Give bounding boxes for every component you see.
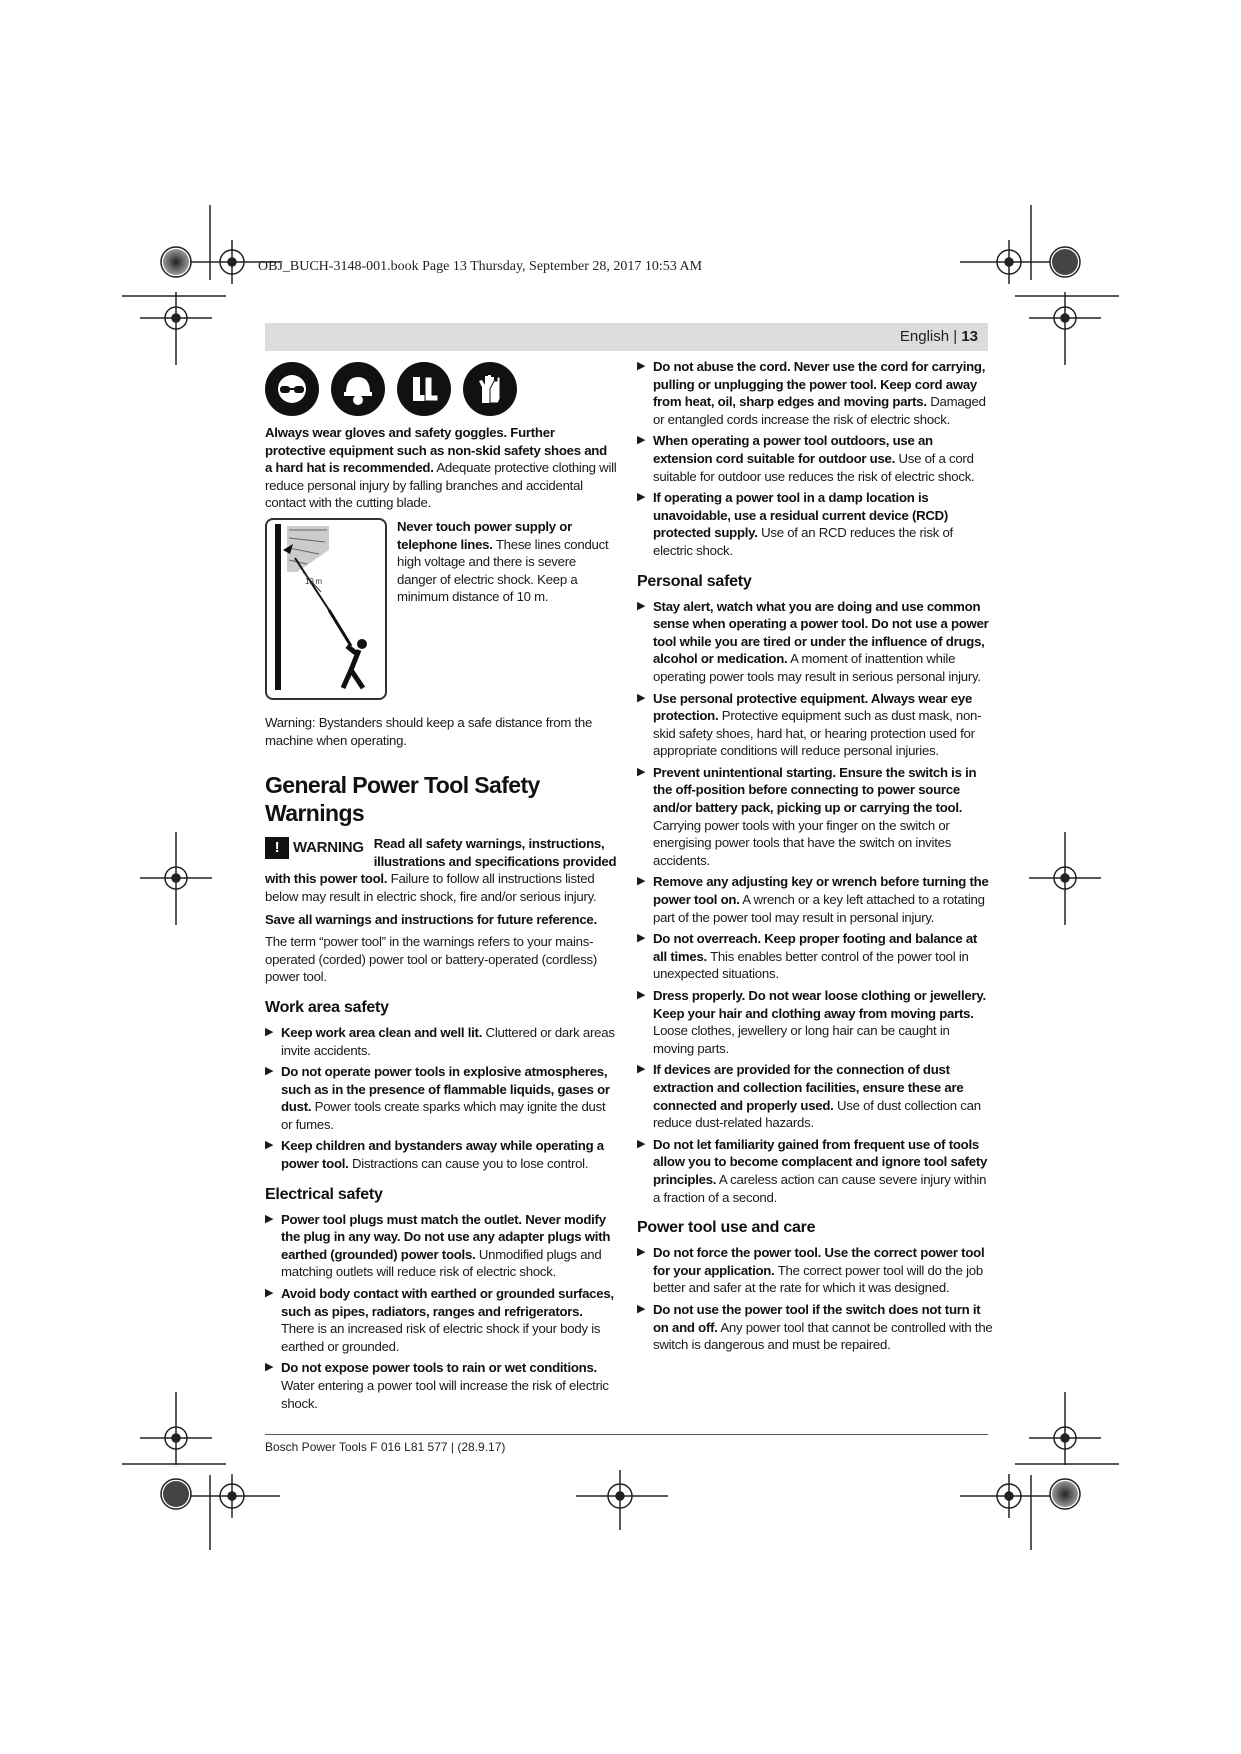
list-item: [637, 489, 993, 559]
item-text: Power tools create sparks which may ignite the dust or fumes.: [281, 1099, 606, 1132]
section-heading-personal: Personal safety: [637, 572, 752, 590]
bystanders-note: Warning: Bystanders should keep a safe distance from the machine when operating.: [265, 714, 593, 748]
list-item: [637, 358, 993, 428]
section-heading-work-area: Work area safety: [265, 998, 389, 1016]
bullet-arrow-icon: ▶: [265, 1212, 274, 1225]
bullet-arrow-icon: ▶: [637, 360, 646, 372]
bullet-arrow-icon: ▶: [637, 434, 646, 447]
cord-list: [637, 358, 993, 560]
item-bold: Do not overreach. Keep proper footing and balance at all times.: [653, 931, 978, 964]
list-item: [265, 1285, 617, 1355]
page-header-label: [900, 328, 978, 345]
item-text: Carrying power tools with your finger on the switch or energising power tools that have the switch on invites accidents.: [653, 817, 952, 868]
bullet-arrow-icon: ▶: [265, 1139, 274, 1152]
bullet-arrow-icon: ▶: [637, 1302, 646, 1315]
bullet-arrow-icon: ▶: [637, 691, 646, 704]
footer-rule: [265, 1434, 988, 1435]
gloves-icon: [463, 362, 517, 416]
item-text: Water entering a power tool will increase the risk of electric shock.: [281, 1378, 609, 1411]
warning-paragraph: [265, 835, 617, 905]
item-bold: Do not abuse the cord. Never use the cord for carrying, pulling or unplugging the power tool. Keep cord away from heat, oil, sharp edges and moving parts.: [653, 359, 986, 410]
item-bold: If operating a power tool in a damp location is unavoidable, use a residual current device (RCD) protected supply.: [653, 490, 949, 541]
item-text: Distractions can cause you to lose control.: [348, 1156, 589, 1172]
warning-triangle-icon: !: [265, 837, 289, 859]
list-item: [637, 1136, 993, 1206]
distance-label: 10 m: [305, 576, 322, 586]
item-bold: Do not let familiarity gained from frequent use of tools allow you to become complacent and ignore tool safety principles.: [653, 1136, 988, 1187]
list-item: [637, 764, 993, 870]
section-heading-electrical: Electrical safety: [265, 1185, 383, 1203]
warning-badge-label: WARNING: [293, 839, 364, 857]
list-item: [265, 1137, 617, 1172]
hard-hat-icon: [331, 362, 385, 416]
item-bold: Use personal protective equipment. Always wear eye protection.: [653, 690, 973, 724]
left-column: [265, 362, 617, 1416]
page-header-bar: [265, 323, 988, 351]
footer: Bosch Power Tools F 016 L81 577 | (28.9.17): [265, 1440, 506, 1454]
item-text: There is an increased risk of electric shock if your body is earthed or grounded.: [281, 1321, 601, 1354]
page-number: 13: [961, 328, 978, 345]
item-bold: Remove any adjusting key or wrench before turning the power tool on.: [653, 874, 989, 908]
section-heading-general: General Power Tool Safety Warnings: [265, 772, 540, 827]
ppe-icons: [265, 362, 617, 416]
bullet-arrow-icon: ▶: [637, 1246, 646, 1259]
book-info-line: OBJ_BUCH-3148-001.book Page 13 Thursday, September 28, 2017 10:53 AM: [258, 259, 703, 274]
item-bold: Prevent unintentional starting. Ensure the switch is in the off-position before connecting to power source and/or battery pack, picking up or carrying the tool.: [653, 764, 977, 816]
list-item: [265, 1024, 617, 1059]
list-item: [637, 873, 993, 926]
term-definition: The term “power tool” in the warnings refers to your mains-operated (corded) power tool or battery-operated (cordless) power tool.: [265, 934, 597, 985]
power-lines-text: These lines conduct high voltage and there is severe danger of electric shock. Keep a minimum distance of 10 m.: [397, 536, 609, 605]
item-text: Unmodified plugs and matching outlets will reduce risk of electric shock.: [281, 1246, 602, 1280]
item-text: Any power tool that cannot be controlled with the switch is dangerous and must be repaired.: [653, 1319, 993, 1353]
item-bold: If devices are provided for the connection of dust extraction and collection facilities, ensure these are connected and properly used.: [653, 1062, 964, 1113]
bullet-arrow-icon: ▶: [637, 491, 646, 504]
item-text: Use of a cord suitable for outdoor use reduces the risk of electric shock.: [653, 450, 975, 484]
item-bold: Do not operate power tools in explosive atmospheres, such as in the presence of flammable liquids, gases or dust.: [281, 1064, 610, 1115]
item-text: This enables better control of the power tool in unexpected situations.: [653, 948, 969, 982]
item-text: The correct power tool will do the job better and safer at the rate for which it was designed.: [653, 1262, 983, 1296]
bullet-arrow-icon: ▶: [637, 599, 646, 612]
safety-goggles-icon: [265, 362, 319, 416]
power-lines-block: [265, 518, 617, 700]
bullet-arrow-icon: ▶: [265, 1025, 274, 1038]
intro-text: Adequate protective clothing will reduce personal injury by falling branches and accidental contact with the cutting blade.: [265, 460, 617, 511]
item-text: Damaged or entangled cords increase the risk of electric shock.: [653, 394, 986, 427]
item-bold: Dress properly. Do not wear loose clothing or jewellery. Keep your hair and clothing away from moving parts.: [653, 988, 986, 1021]
list-item: [637, 987, 993, 1057]
header-separator: |: [949, 328, 962, 345]
list-item: [265, 1359, 617, 1412]
bullet-arrow-icon: ▶: [265, 1287, 274, 1300]
item-bold: Keep children and bystanders away while operating a power tool.: [281, 1138, 604, 1172]
power-lines-paragraph: [397, 518, 617, 700]
bullet-arrow-icon: ▶: [265, 1361, 274, 1374]
electrical-list: [265, 1211, 617, 1413]
warning-badge: [265, 837, 364, 859]
item-text: A wrench or a key left attached to a rotating part of the power tool may result in personal injury.: [653, 892, 985, 925]
bullet-arrow-icon: ▶: [265, 1065, 274, 1078]
warning-bold: Read all safety warnings, instructions, illustrations and specifications provided with this power tool.: [265, 836, 617, 887]
bullet-arrow-icon: ▶: [637, 932, 646, 945]
list-item: [637, 1061, 993, 1131]
item-text: A moment of inattention while operating power tools may result in serious personal injury.: [653, 651, 981, 684]
list-item: [637, 930, 993, 983]
power-lines-bold: Never touch power supply or telephone lines.: [397, 518, 572, 552]
item-bold: Stay alert, watch what you are doing and use common sense when operating a power tool. Do not use a power tool while you are tired or under the influence of drugs, alcohol or medication.: [653, 598, 989, 667]
item-text: A careless action can cause severe injury within a fraction of a second.: [653, 1171, 987, 1205]
bullet-arrow-icon: ▶: [637, 1063, 646, 1076]
item-bold: Keep work area clean and well lit.: [281, 1024, 483, 1040]
section-heading-use-and-care: Power tool use and care: [637, 1219, 816, 1237]
item-bold: Do not force the power tool. Use the correct power tool for your application.: [653, 1245, 985, 1278]
personal-list: [637, 598, 993, 1207]
list-item: [637, 598, 993, 686]
item-bold: Avoid body contact with earthed or grounded surfaces, such as pipes, radiators, ranges and refrigerators.: [281, 1286, 614, 1319]
item-text: Use of dust collection can reduce dust-related hazards.: [653, 1097, 981, 1131]
list-item: [637, 1244, 993, 1297]
bullet-arrow-icon: ▶: [637, 875, 646, 888]
power-lines-illustration: [265, 518, 387, 700]
item-bold: When operating a power tool outdoors, use an extension cord suitable for outdoor use.: [653, 433, 933, 466]
item-text: Protective equipment such as dust mask, non-skid safety shoes, hard hat, or hearing protection used for appropriate conditions will reduce personal injuries.: [653, 708, 982, 759]
item-bold: Do not use the power tool if the switch does not turn it on and off.: [653, 1301, 981, 1335]
save-instructions: Save all warnings and instructions for future reference.: [265, 911, 597, 927]
header-language: English: [899, 328, 950, 345]
list-item: [637, 432, 993, 485]
right-column: [637, 358, 993, 1358]
list-item: [637, 1301, 993, 1354]
item-text: Use of an RCD reduces the risk of electric shock.: [653, 525, 953, 558]
item-text: Cluttered or dark areas invite accidents.: [281, 1024, 615, 1058]
list-item: [637, 690, 993, 760]
bullet-arrow-icon: ▶: [637, 1137, 646, 1150]
use-care-list: [637, 1244, 993, 1354]
item-bold: Do not expose power tools to rain or wet conditions.: [281, 1360, 597, 1376]
safety-boots-icon: [397, 362, 451, 416]
intro-bold: Always wear gloves and safety goggles. Further protective equipment such as non-skid safety shoes and a hard hat is recommended.: [265, 425, 607, 476]
work-area-list: [265, 1024, 617, 1173]
bullet-arrow-icon: ▶: [637, 989, 646, 1001]
warning-text: Failure to follow all instructions listed below may result in electric shock, fire and/or serious injury.: [265, 871, 597, 904]
list-item: [265, 1063, 617, 1133]
item-text: Loose clothes, jewellery or long hair can be caught in moving parts.: [653, 1023, 950, 1056]
bullet-arrow-icon: ▶: [637, 765, 646, 778]
intro-paragraph: [265, 424, 617, 512]
item-bold: Power tool plugs must match the outlet. Never modify the plug in any way. Do not use any adapter plugs with earthed (grounded) power tools.: [281, 1211, 611, 1262]
list-item: [265, 1211, 617, 1281]
